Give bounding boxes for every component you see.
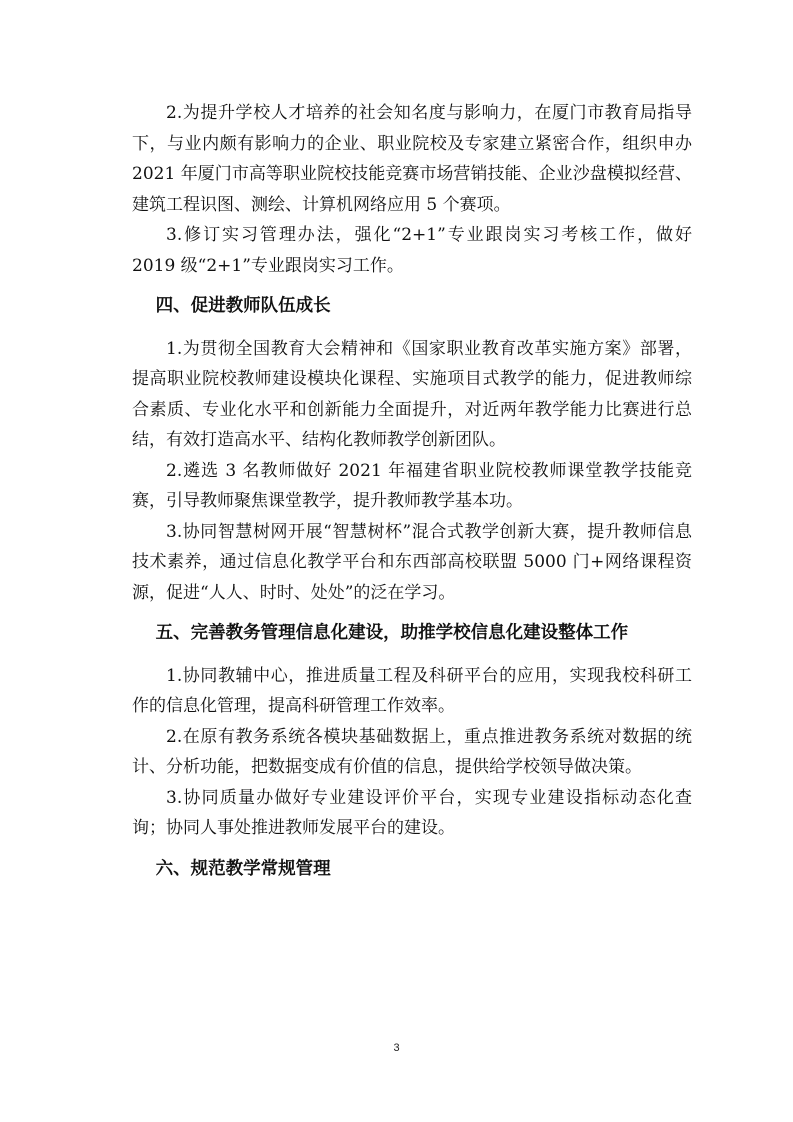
section-heading-informatization: 五、完善教务管理信息化建设，助推学校信息化建设整体工作	[155, 623, 629, 643]
paragraph-1-research-platform: 1.协同教辅中心，推进质量工程及科研平台的应用，实现我校科研工作的信息化管理，提高科研管理工作效率。	[132, 665, 692, 716]
paragraph-1-teacher-capability: 1.为贯彻全国教育大会精神和《国家职业教育改革实施方案》部署，提高职业院校教师建设模块化课程、实施项目式教学的能力，促进教师综合素质、专业化水平和创新能力全面提升，对近两年教学能力比赛进行总结，有效打造高水平、结构化教师教学创新团队。	[132, 338, 692, 450]
paragraph-2-talent-promotion: 2.为提升学校人才培养的社会知名度与影响力，在厦门市教育局指导下，与业内颇有影响力的企业、职业院校及专家建立紧密合作，组织申办 2021 年厦门市高等职业院校技能竞赛市场营销技能、企业沙盘模拟经营、建筑工程识图、测绘、计算机网络应用 5 个赛项。	[132, 103, 692, 215]
paragraph-3-internship-management: 3.修订实习管理办法，强化“2+1”专业跟岗实习考核工作，做好 2019 级“2+1”专业跟岗实习工作。	[132, 225, 692, 276]
page-number: 3	[393, 1042, 400, 1054]
paragraph-3-blended-teaching: 3.协同智慧树网开展“智慧树杯”混合式教学创新大赛，提升教师信息技术素养，通过信息化教学平台和东西部高校联盟 5000 门+网络课程资源，促进“人人、时时、处处”的泛在学习。	[132, 521, 692, 603]
paragraph-2-teacher-competition: 2.遴选 3 名教师做好 2021 年福建省职业院校教师课堂教学技能竞赛，引导教师聚焦课堂教学，提升教师教学基本功。	[132, 460, 692, 511]
section-heading-teaching-routine: 六、规范教学常规管理	[155, 858, 331, 879]
section-heading-teacher-growth: 四、促进教师队伍成长	[155, 296, 331, 316]
paragraph-3-evaluation-platform: 3.协同质量办做好专业建设评价平台，实现专业建设指标动态化查询；协同人事处推进教师发展平台的建设。	[132, 787, 692, 838]
paragraph-2-data-analysis: 2.在原有教务系统各模块基础数据上，重点推进教务系统对数据的统计、分析功能，把数据变成有价值的信息，提供给学校领导做决策。	[132, 726, 692, 777]
document-body	[132, 98, 692, 896]
